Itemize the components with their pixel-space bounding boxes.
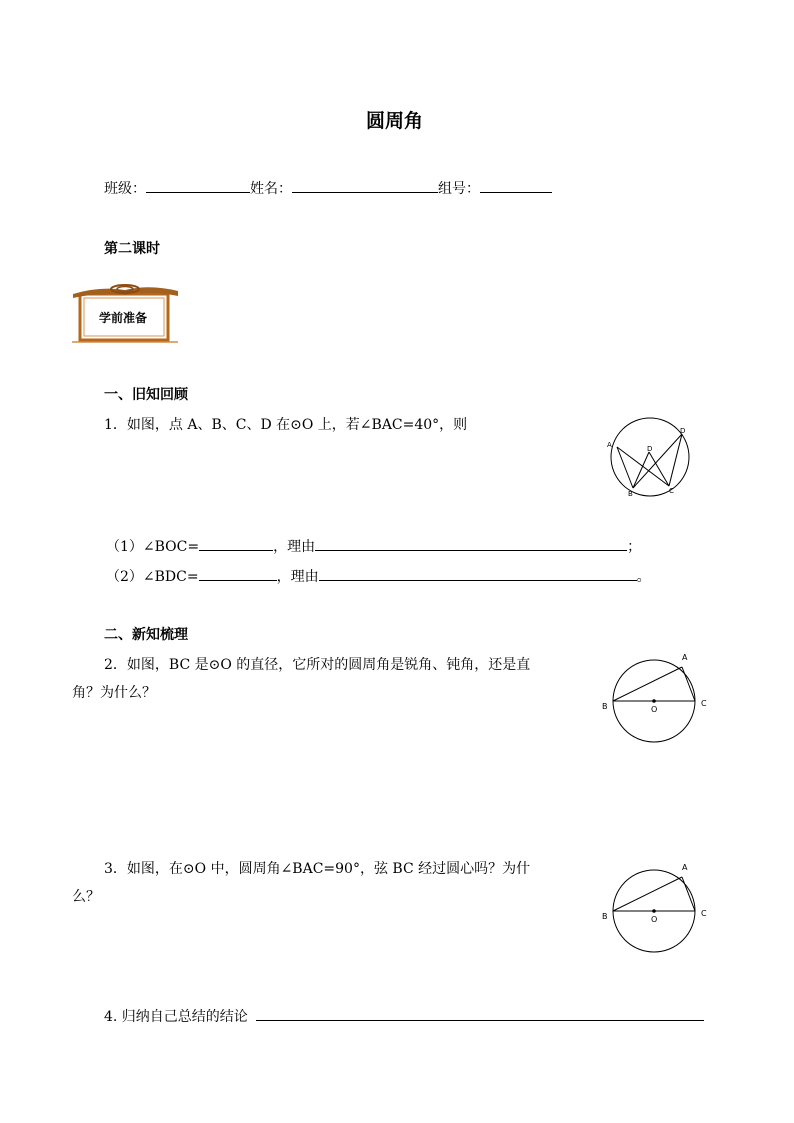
circle-figure-3 — [598, 860, 714, 960]
fig1-label-center: D — [647, 445, 653, 453]
group-blank[interactable] — [480, 178, 552, 193]
circle-figure-1 — [600, 412, 700, 502]
q1-1-reason-blank[interactable] — [315, 536, 627, 551]
q4-answer-blank[interactable] — [256, 1006, 704, 1021]
q1-1-answer-blank[interactable] — [199, 536, 273, 551]
fig1-label-c: C — [669, 487, 674, 495]
q1-2-answer-blank[interactable] — [199, 566, 277, 581]
page-title: 圆周角 — [366, 110, 424, 132]
group-label: 组号： — [438, 181, 480, 197]
q1-2-reason-label: ，理由 — [276, 569, 319, 585]
section2-heading: 二、新知梳理 — [104, 627, 188, 643]
fig2-label-b: B — [602, 702, 608, 711]
fig3-label-a: A — [682, 863, 688, 872]
q1-2-end: 。 — [636, 569, 651, 585]
question-1-part-2 — [106, 566, 651, 586]
fig3-label-o: O — [651, 915, 658, 924]
fig2-label-o: O — [651, 705, 658, 714]
fig1-label-d: D — [680, 427, 686, 435]
header-fields — [104, 178, 552, 198]
fig3-label-b: B — [602, 912, 608, 921]
q1-2-label: （2）∠BDC= — [106, 569, 199, 585]
badge-label: 学前准备 — [99, 311, 148, 325]
fig1-label-b: B — [628, 490, 633, 498]
q1-2-reason-blank[interactable] — [319, 566, 637, 581]
circle-figure-2 — [598, 650, 714, 750]
q1-1-reason-label: ，理由 — [273, 539, 316, 555]
q1-1-label: （1）∠BOC= — [106, 539, 200, 555]
q1-1-end: ； — [627, 539, 642, 555]
question-3-line-2: 么？ — [72, 889, 100, 905]
class-blank[interactable] — [146, 178, 250, 193]
fig1-label-a: A — [607, 441, 612, 449]
class-label: 班级： — [104, 181, 146, 197]
section1-heading: 一、旧知回顾 — [104, 387, 188, 403]
question-2-line-1: 2．如图，BC 是⊙O 的直径，它所对的圆周角是锐角、钝角，还是直 — [104, 657, 531, 673]
name-label: 姓名： — [250, 181, 292, 197]
fig3-label-c: C — [701, 909, 707, 918]
fig2-label-a: A — [682, 653, 688, 662]
question-1-part-1 — [106, 536, 641, 556]
fig2-label-c: C — [701, 699, 707, 708]
q4-label: 4. 归纳自己总结的结论 — [104, 1009, 248, 1025]
question-4 — [104, 1006, 704, 1026]
name-blank[interactable] — [292, 178, 438, 193]
lesson-label: 第二课时 — [104, 241, 160, 257]
question-3-line-1: 3．如图，在⊙O 中，圆周角∠BAC=90°，弦 BC 经过圆心吗？为什 — [104, 861, 531, 877]
question-1: 1．如图，点 A、B、C、D 在⊙O 上，若∠BAC=40°，则 — [104, 417, 468, 433]
question-2-line-2: 角？为什么？ — [72, 685, 156, 701]
